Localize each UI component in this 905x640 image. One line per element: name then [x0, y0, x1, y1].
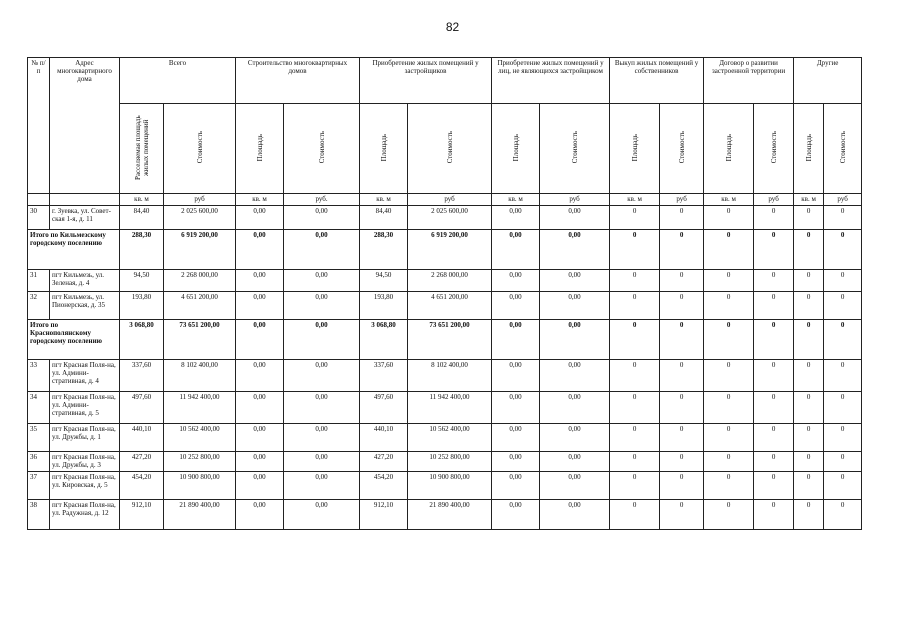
row-value: 21 890 400,00 — [164, 500, 236, 530]
group-header-purchase-developers: Приобретение жилых помещений у застройщиков — [360, 58, 492, 104]
subcol-header-label: Площадь — [724, 133, 733, 162]
row-value: 0 — [824, 206, 862, 230]
row-value: 0,00 — [540, 452, 610, 472]
unit-label: руб — [540, 194, 610, 206]
table-row — [28, 500, 862, 530]
row-value: 0,00 — [236, 230, 284, 270]
row-value: 0 — [794, 500, 824, 530]
row-value: 0 — [754, 392, 794, 424]
row-address: пгт Кильмезь, ул. Зеленая, д. 4 — [50, 270, 120, 292]
row-value: 0,00 — [540, 392, 610, 424]
row-value: 0 — [754, 270, 794, 292]
table-row — [28, 292, 862, 320]
unit-label: руб — [660, 194, 704, 206]
row-value: 0,00 — [492, 320, 540, 360]
row-value: 0 — [794, 270, 824, 292]
group-header-purchase-non-developers: Приобретение жилых помещений у лиц, не являющихся застройщиком — [492, 58, 610, 104]
row-value: 427,20 — [120, 452, 164, 472]
row-value: 0 — [704, 206, 754, 230]
subcol-header — [284, 104, 360, 194]
subcol-header — [794, 104, 824, 194]
row-value: 3 068,80 — [120, 320, 164, 360]
row-value: 0 — [704, 320, 754, 360]
subtotal-label: Итого по Кильмезскому городскому поселению — [28, 230, 120, 270]
subcol-header — [704, 104, 754, 194]
row-value: 0 — [704, 472, 754, 500]
resettlement-table — [27, 57, 862, 530]
row-value: 0 — [610, 424, 660, 452]
header-row-units — [28, 194, 862, 206]
row-value: 84,40 — [360, 206, 408, 230]
row-value: 0,00 — [540, 360, 610, 392]
row-value: 0 — [754, 472, 794, 500]
row-value: 4 651 200,00 — [408, 292, 492, 320]
row-value: 11 942 400,00 — [408, 392, 492, 424]
subcol-header-label: Площадь — [255, 133, 264, 162]
row-value: 0 — [824, 270, 862, 292]
row-value: 337,60 — [360, 360, 408, 392]
row-value: 0,00 — [540, 500, 610, 530]
row-value: 94,50 — [120, 270, 164, 292]
row-value: 0 — [794, 320, 824, 360]
row-value: 0 — [704, 360, 754, 392]
row-value: 0 — [824, 500, 862, 530]
row-value: 0 — [610, 500, 660, 530]
table-row — [28, 206, 862, 230]
row-value: 0 — [660, 206, 704, 230]
row-value: 0,00 — [236, 360, 284, 392]
row-value: 2 025 600,00 — [408, 206, 492, 230]
row-value: 0 — [704, 452, 754, 472]
row-value: 0 — [660, 292, 704, 320]
row-value: 0,00 — [492, 360, 540, 392]
group-header-development-contract: Договор о развитии застроенной территории — [704, 58, 794, 104]
row-value: 0 — [794, 206, 824, 230]
row-value: 0,00 — [236, 320, 284, 360]
table-row — [28, 392, 862, 424]
subcol-header-label: Стоимость — [195, 131, 204, 164]
row-value: 0 — [610, 472, 660, 500]
unit-label: кв. м — [704, 194, 754, 206]
row-value: 0 — [794, 472, 824, 500]
row-value: 0,00 — [236, 206, 284, 230]
row-address: пгт Красная Поля-на, ул. Дружбы, д. 3 — [50, 452, 120, 472]
header-row-groups — [28, 58, 862, 104]
col-header-address: Адрес многоквартирного дома — [50, 58, 120, 194]
row-value: 6 919 200,00 — [408, 230, 492, 270]
row-value: 0,00 — [236, 472, 284, 500]
row-address: пгт Красная Поля-на, ул. Админи-стративная, д. 5 — [50, 392, 120, 424]
row-value: 0 — [660, 424, 704, 452]
unit-label: кв. м — [794, 194, 824, 206]
row-value: 0,00 — [540, 206, 610, 230]
row-value: 288,30 — [120, 230, 164, 270]
subcol-header — [610, 104, 660, 194]
row-value: 337,60 — [120, 360, 164, 392]
row-value: 0 — [824, 392, 862, 424]
subtotal-row — [28, 230, 862, 270]
row-value: 0 — [660, 270, 704, 292]
row-value: 2 268 000,00 — [164, 270, 236, 292]
row-value: 0 — [610, 392, 660, 424]
row-number: 36 — [28, 452, 50, 472]
row-number: 37 — [28, 472, 50, 500]
subcol-header — [408, 104, 492, 194]
subcol-header — [164, 104, 236, 194]
row-value: 0,00 — [236, 292, 284, 320]
unit-empty — [50, 194, 120, 206]
row-value: 0 — [660, 230, 704, 270]
unit-label: кв. м — [236, 194, 284, 206]
row-value: 497,60 — [120, 392, 164, 424]
row-value: 0 — [704, 424, 754, 452]
subcol-header — [660, 104, 704, 194]
row-value: 0,00 — [540, 292, 610, 320]
row-value: 0,00 — [492, 424, 540, 452]
row-address: пгт Красная Поля-на, ул. Радужная, д. 12 — [50, 500, 120, 530]
row-value: 10 562 400,00 — [408, 424, 492, 452]
row-value: 0,00 — [492, 206, 540, 230]
row-value: 0 — [704, 270, 754, 292]
row-value: 3 068,80 — [360, 320, 408, 360]
row-value: 0 — [610, 206, 660, 230]
row-value: 0 — [794, 230, 824, 270]
subtotal-label: Итого по Краснополянскому городскому поселению — [28, 320, 120, 360]
row-value: 0,00 — [284, 320, 360, 360]
subcol-header-label: Стоимость — [838, 131, 847, 164]
row-value: 0 — [794, 360, 824, 392]
row-value: 0,00 — [284, 206, 360, 230]
row-value: 0,00 — [492, 270, 540, 292]
row-value: 288,30 — [360, 230, 408, 270]
row-value: 0 — [754, 360, 794, 392]
row-value: 0 — [610, 230, 660, 270]
subcol-header-label: Площадь — [630, 133, 639, 162]
row-value: 0,00 — [236, 270, 284, 292]
row-value: 0,00 — [236, 424, 284, 452]
row-address: пгт Красная Поля-на, ул. Дружбы, д. 1 — [50, 424, 120, 452]
row-value: 2 025 600,00 — [164, 206, 236, 230]
row-value: 0 — [794, 452, 824, 472]
subcol-header-label: Площадь — [804, 133, 813, 162]
row-value: 0 — [610, 320, 660, 360]
unit-label: руб. — [284, 194, 360, 206]
row-number: 34 — [28, 392, 50, 424]
subcol-header — [236, 104, 284, 194]
row-value: 0,00 — [540, 230, 610, 270]
subcol-header-label: Стоимость — [317, 131, 326, 164]
row-value: 0 — [824, 360, 862, 392]
row-value: 0 — [794, 424, 824, 452]
subcol-header — [120, 104, 164, 194]
row-value: 0 — [754, 206, 794, 230]
row-value: 10 252 800,00 — [408, 452, 492, 472]
row-value: 0,00 — [284, 292, 360, 320]
row-value: 0 — [610, 452, 660, 472]
subcol-header-label: Стоимость — [769, 131, 778, 164]
table-row — [28, 424, 862, 452]
row-value: 0,00 — [284, 424, 360, 452]
row-value: 0,00 — [540, 424, 610, 452]
row-value: 497,60 — [360, 392, 408, 424]
row-value: 0,00 — [540, 320, 610, 360]
row-value: 0,00 — [540, 472, 610, 500]
unit-label: руб — [408, 194, 492, 206]
row-value: 0,00 — [284, 452, 360, 472]
table-row — [28, 472, 862, 500]
row-value: 0 — [754, 292, 794, 320]
row-address: г. Зуевка, ул. Совет-ская 1-я, д. 11 — [50, 206, 120, 230]
row-value: 0 — [824, 230, 862, 270]
row-value: 10 562 400,00 — [164, 424, 236, 452]
row-value: 84,40 — [120, 206, 164, 230]
row-value: 0 — [610, 270, 660, 292]
row-value: 2 268 000,00 — [408, 270, 492, 292]
row-value: 10 900 800,00 — [164, 472, 236, 500]
row-value: 0 — [704, 292, 754, 320]
row-value: 11 942 400,00 — [164, 392, 236, 424]
row-value: 10 900 800,00 — [408, 472, 492, 500]
row-number: 33 — [28, 360, 50, 392]
subcol-header-label: Стоимость — [445, 131, 454, 164]
row-value: 0 — [660, 320, 704, 360]
row-value: 0,00 — [492, 452, 540, 472]
row-value: 0,00 — [284, 472, 360, 500]
row-value: 73 651 200,00 — [408, 320, 492, 360]
row-value: 0,00 — [284, 230, 360, 270]
group-header-other: Другие — [794, 58, 862, 104]
row-value: 4 651 200,00 — [164, 292, 236, 320]
subcol-header-label: Стоимость — [570, 131, 579, 164]
row-value: 0 — [704, 500, 754, 530]
row-value: 0 — [660, 472, 704, 500]
row-value: 0 — [660, 500, 704, 530]
row-value: 0,00 — [492, 392, 540, 424]
row-value: 0 — [754, 424, 794, 452]
row-value: 0,00 — [492, 500, 540, 530]
row-value: 0 — [610, 360, 660, 392]
row-value: 440,10 — [120, 424, 164, 452]
row-value: 0 — [824, 472, 862, 500]
subcol-header-label: Расселяемая площадь жилых помещений — [133, 115, 150, 180]
row-value: 73 651 200,00 — [164, 320, 236, 360]
subtotal-row — [28, 320, 862, 360]
row-value: 0,00 — [284, 392, 360, 424]
row-value: 94,50 — [360, 270, 408, 292]
row-value: 0,00 — [284, 500, 360, 530]
row-value: 0 — [754, 452, 794, 472]
row-value: 0 — [754, 500, 794, 530]
row-address: пгт Красная Поля-на, ул. Админи-стративная, д. 4 — [50, 360, 120, 392]
row-value: 10 252 800,00 — [164, 452, 236, 472]
row-value: 454,20 — [360, 472, 408, 500]
row-value: 0,00 — [284, 360, 360, 392]
row-value: 6 919 200,00 — [164, 230, 236, 270]
row-address: пгт Кильмезь, ул. Пионерская, д. 35 — [50, 292, 120, 320]
unit-label: кв. м — [120, 194, 164, 206]
row-value: 193,80 — [360, 292, 408, 320]
row-value: 0,00 — [236, 452, 284, 472]
subcol-header-label: Площадь — [379, 133, 388, 162]
row-value: 0 — [794, 292, 824, 320]
subcol-header — [540, 104, 610, 194]
unit-label: кв. м — [492, 194, 540, 206]
group-header-construction: Строительство многоквартирных домов — [236, 58, 360, 104]
row-value: 0 — [824, 320, 862, 360]
row-number: 30 — [28, 206, 50, 230]
row-value: 0,00 — [492, 292, 540, 320]
row-value: 0 — [660, 392, 704, 424]
row-value: 427,20 — [360, 452, 408, 472]
row-value: 0,00 — [284, 270, 360, 292]
table-row — [28, 270, 862, 292]
table-row — [28, 360, 862, 392]
row-value: 0,00 — [540, 270, 610, 292]
row-value: 0,00 — [492, 230, 540, 270]
group-header-buyout: Выкуп жилых помещений у собственников — [610, 58, 704, 104]
row-number: 31 — [28, 270, 50, 292]
row-value: 0 — [704, 392, 754, 424]
row-value: 193,80 — [120, 292, 164, 320]
row-value: 0 — [794, 392, 824, 424]
row-value: 0 — [754, 320, 794, 360]
group-header-total: Всего — [120, 58, 236, 104]
row-value: 8 102 400,00 — [408, 360, 492, 392]
row-value: 0 — [824, 292, 862, 320]
row-value: 0,00 — [236, 392, 284, 424]
row-number: 38 — [28, 500, 50, 530]
col-header-no: № п/п — [28, 58, 50, 194]
unit-label: руб — [754, 194, 794, 206]
row-value: 0,00 — [492, 472, 540, 500]
row-number: 35 — [28, 424, 50, 452]
unit-label: кв. м — [360, 194, 408, 206]
row-value: 0 — [660, 360, 704, 392]
table-row — [28, 452, 862, 472]
unit-empty — [28, 194, 50, 206]
row-value: 21 890 400,00 — [408, 500, 492, 530]
row-value: 440,10 — [360, 424, 408, 452]
row-value: 0,00 — [236, 500, 284, 530]
unit-label: руб — [824, 194, 862, 206]
row-value: 0 — [660, 452, 704, 472]
row-value: 0 — [824, 424, 862, 452]
subcol-header — [754, 104, 794, 194]
subcol-header — [360, 104, 408, 194]
subcol-header-label: Стоимость — [677, 131, 686, 164]
row-value: 0 — [704, 230, 754, 270]
row-value: 0 — [610, 292, 660, 320]
row-number: 32 — [28, 292, 50, 320]
row-value: 912,10 — [120, 500, 164, 530]
row-value: 0 — [824, 452, 862, 472]
subcol-header — [824, 104, 862, 194]
row-value: 0 — [754, 230, 794, 270]
unit-label: кв. м — [610, 194, 660, 206]
row-value: 912,10 — [360, 500, 408, 530]
subcol-header — [492, 104, 540, 194]
header-row-subcolumns — [28, 104, 862, 194]
row-value: 8 102 400,00 — [164, 360, 236, 392]
page-number: 82 — [445, 20, 460, 34]
row-address: пгт Красная Поля-на, ул. Кировская, д. 5 — [50, 472, 120, 500]
subcol-header-label: Площадь — [511, 133, 520, 162]
unit-label: руб — [164, 194, 236, 206]
row-value: 454,20 — [120, 472, 164, 500]
